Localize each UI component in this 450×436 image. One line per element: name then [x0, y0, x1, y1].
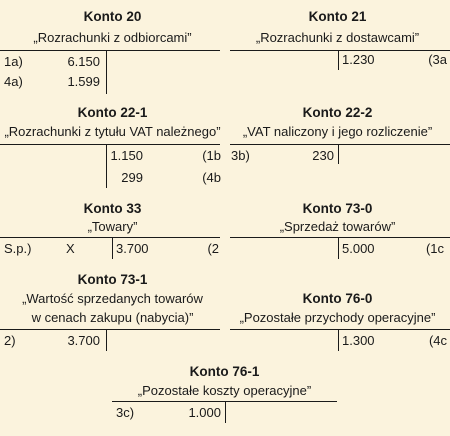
account-title: Konto 76-1 — [189, 364, 260, 379]
t-account-vertical-line — [338, 237, 339, 259]
entry-ref: (3a — [428, 52, 447, 67]
account-22-2 — [225, 100, 450, 195]
account-21 — [225, 0, 450, 100]
t-account-horizontal-line — [0, 329, 220, 330]
account-76-0 — [225, 265, 450, 355]
account-name: „Pozostałe koszty operacyjne” — [137, 383, 312, 398]
t-account-horizontal-line — [0, 144, 220, 145]
account-33 — [0, 195, 225, 265]
account-22-1 — [0, 100, 225, 195]
t-account-horizontal-line — [230, 144, 450, 145]
account-name: „VAT naliczony i jego rozliczenie” — [242, 124, 433, 139]
account-name: „Rozrachunki z tytułu VAT należnego” — [4, 124, 221, 139]
t-account-vertical-line — [106, 329, 107, 351]
entry-amount: 1.230 — [342, 52, 375, 67]
entry-ref: 4a) — [4, 74, 23, 89]
t-account-vertical-line — [106, 144, 107, 188]
t-account-horizontal-line — [230, 50, 450, 51]
entry-ref: 3c) — [116, 405, 135, 420]
entry-amount: X — [66, 241, 75, 256]
t-account-vertical-line — [338, 50, 339, 70]
t-account-horizontal-line — [0, 50, 220, 51]
account-title: Konto 21 — [308, 9, 367, 24]
account-name: „Towary” — [87, 219, 138, 234]
account-73-0 — [225, 195, 450, 265]
t-account-horizontal-line — [230, 237, 450, 238]
account-20 — [0, 0, 225, 100]
t-account-vertical-line — [112, 237, 113, 259]
entry-ref: 3b) — [231, 148, 250, 163]
entry-ref: (1c — [425, 241, 444, 256]
account-title: Konto 22-2 — [302, 105, 373, 120]
account-title: Konto 22-1 — [77, 105, 148, 120]
account-title: Konto 76-0 — [302, 291, 373, 306]
account-name-line-2: w cenach zakupu (nabycia)” — [31, 310, 194, 325]
entry-ref: (4b — [202, 170, 221, 185]
t-account-vertical-line — [338, 144, 339, 164]
entry-amount: 1.599 — [67, 74, 100, 89]
entry-ref: 1a) — [4, 54, 23, 69]
account-title: Konto 73-1 — [77, 272, 148, 287]
entry-ref: 2) — [4, 333, 16, 348]
account-title: Konto 20 — [83, 9, 142, 24]
entry-amount: 3.700 — [116, 241, 149, 256]
account-73-1 — [0, 265, 225, 355]
account-title: Konto 73-0 — [302, 201, 373, 216]
account-name-line-1: „Wartość sprzedanych towarów — [22, 291, 203, 306]
t-account-horizontal-line — [230, 329, 450, 330]
entry-amount: 1.300 — [342, 333, 375, 348]
entry-amount: 230 — [312, 148, 334, 163]
entry-ref: S.p.) — [4, 241, 32, 256]
t-account-vertical-line — [225, 401, 226, 423]
entry-amount: 1.150 — [110, 148, 143, 163]
t-account-vertical-line — [106, 50, 107, 94]
account-name: „Rozrachunki z dostawcami” — [255, 30, 420, 45]
entry-amount: 3.700 — [67, 333, 100, 348]
entry-amount: 5.000 — [342, 241, 375, 256]
account-name: „Rozrachunki z odbiorcami” — [33, 30, 192, 45]
entry-amount: 1.000 — [188, 405, 221, 420]
entry-amount: 299 — [121, 170, 143, 185]
entry-ref: (1b — [202, 148, 221, 163]
t-account-horizontal-line — [0, 237, 220, 238]
entry-ref: (2 — [207, 241, 219, 256]
t-account-vertical-line — [338, 329, 339, 351]
account-title: Konto 33 — [83, 201, 142, 216]
entry-amount: 6.150 — [67, 54, 100, 69]
entry-ref: (4c — [428, 333, 447, 348]
account-76-1 — [112, 355, 337, 436]
account-name: „Pozostałe przychody operacyjne” — [239, 310, 436, 325]
account-name: „Sprzedaż towarów” — [279, 219, 396, 234]
